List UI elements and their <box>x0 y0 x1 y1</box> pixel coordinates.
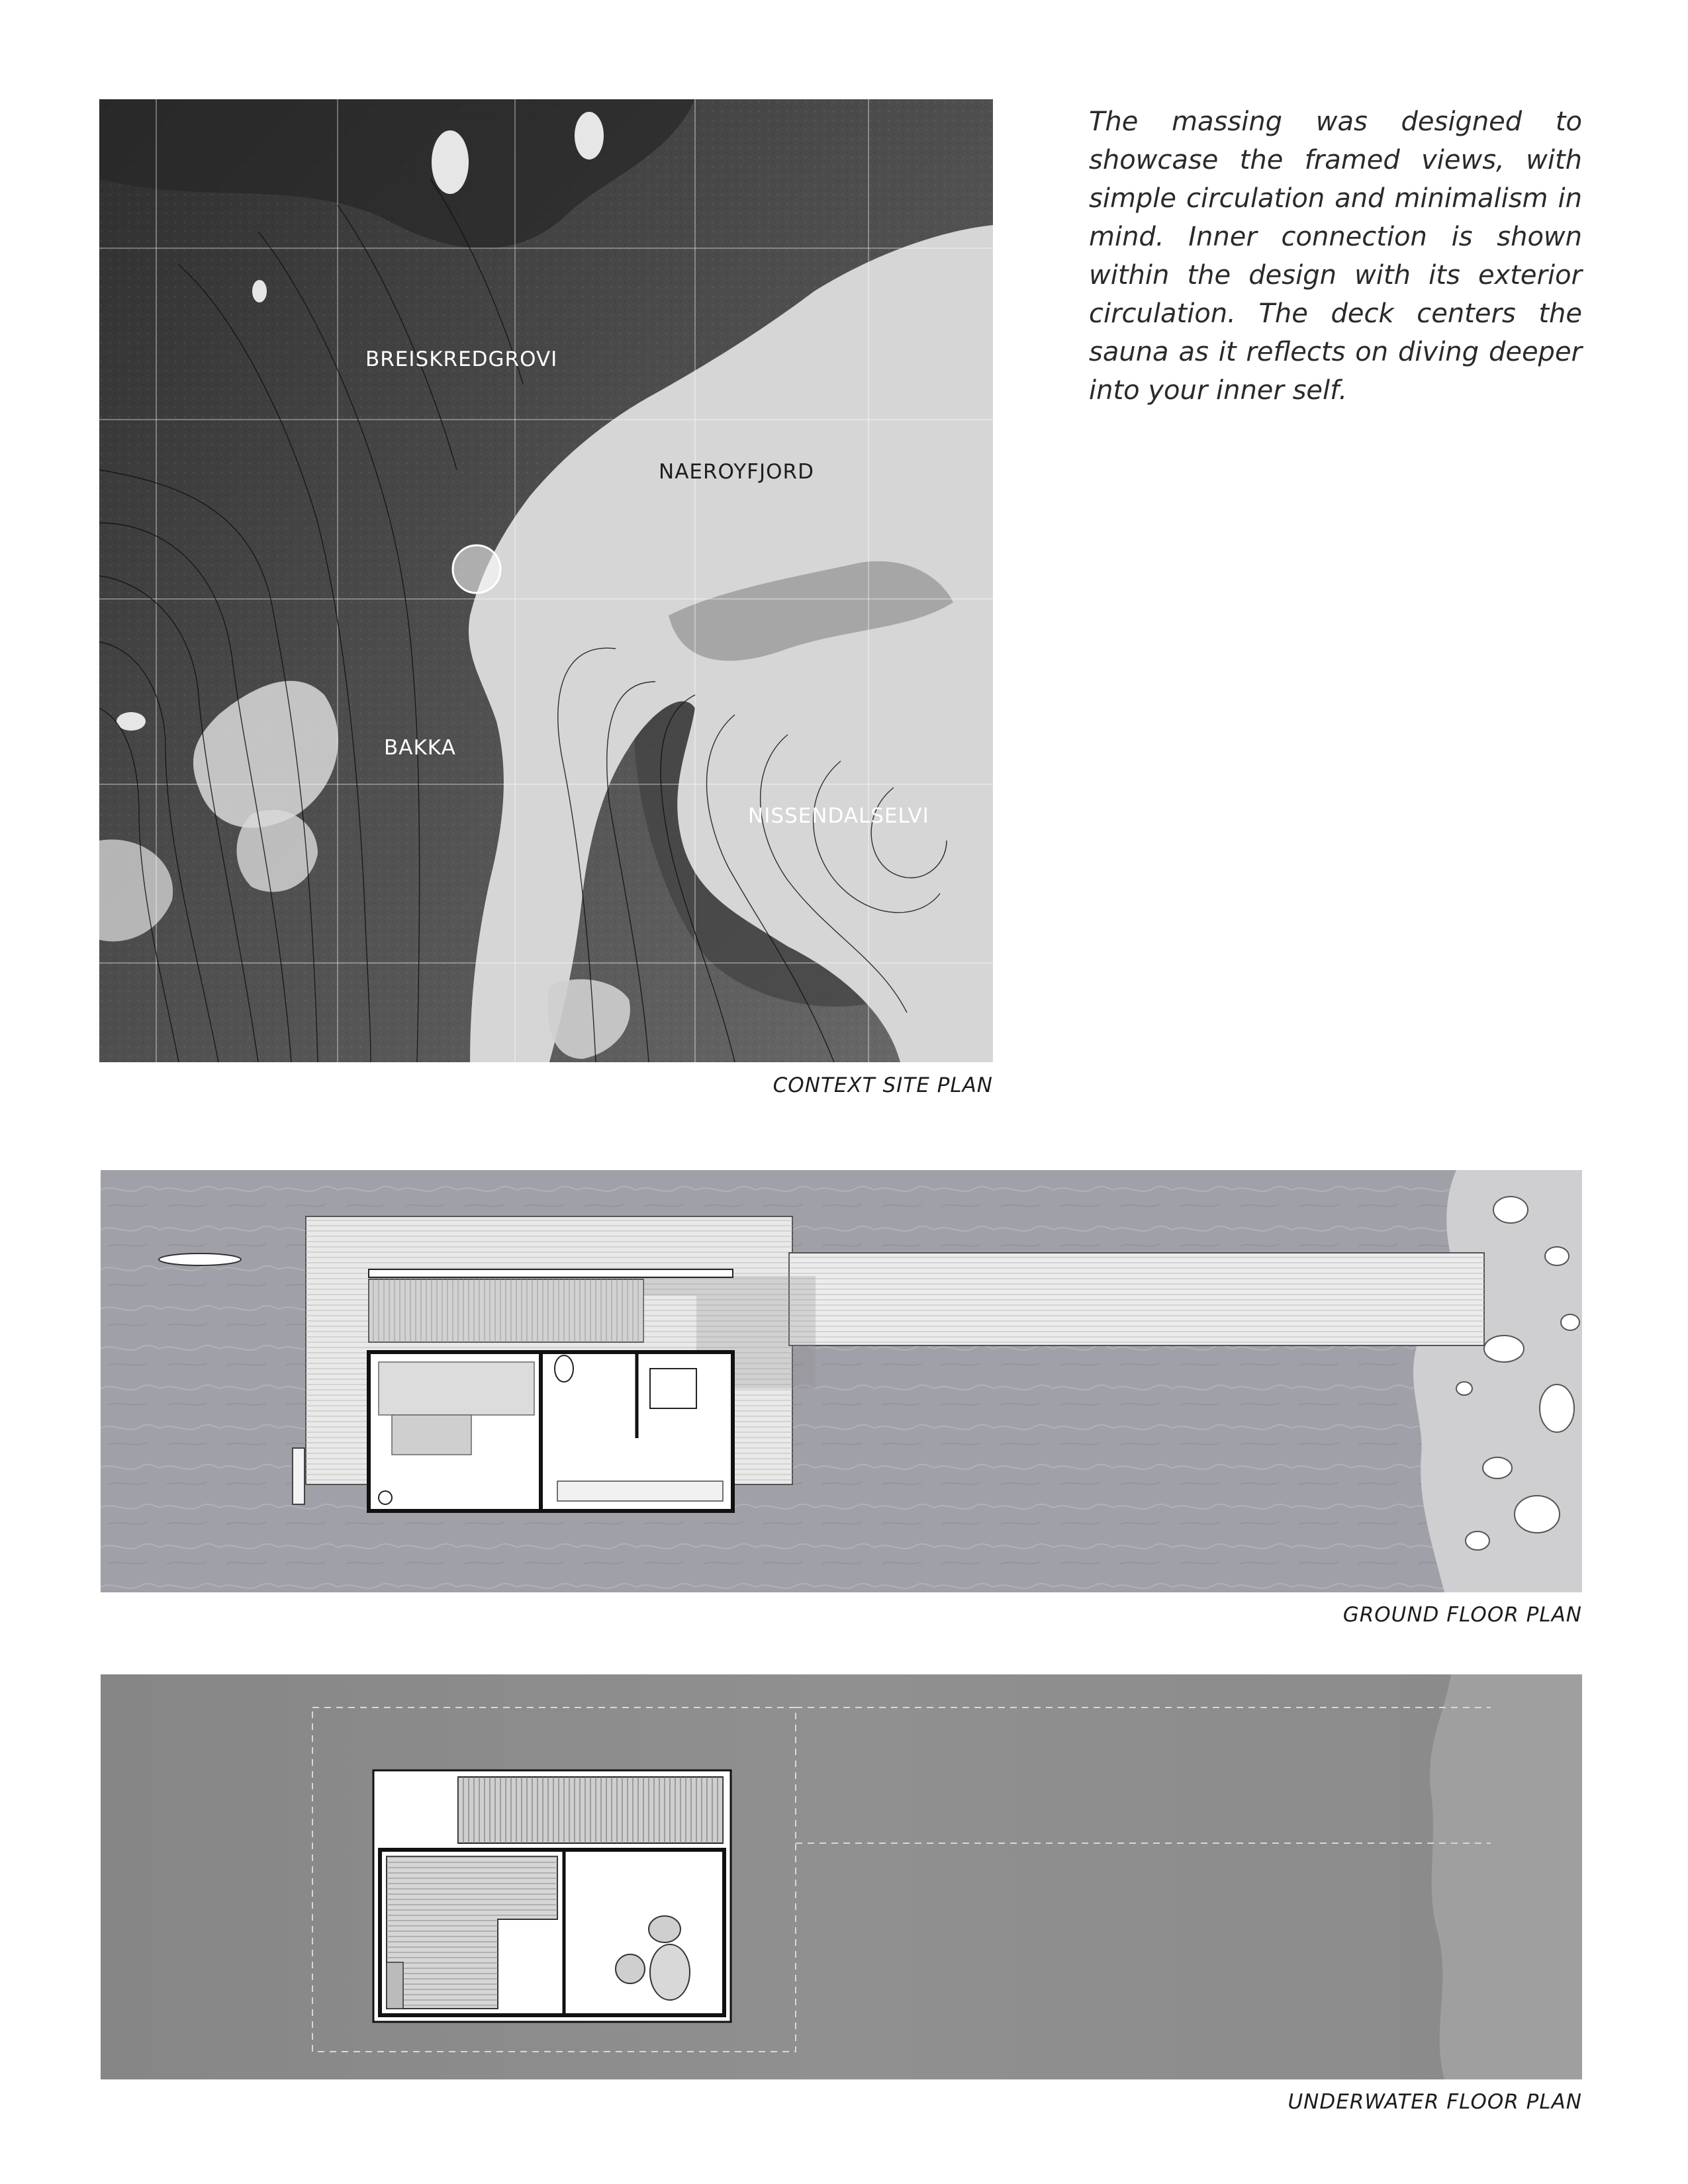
caption-underwater-floor-plan: UNDERWATER FLOOR PLAN <box>1288 2090 1582 2114</box>
ground-floor-graphic <box>101 1170 1582 1592</box>
design-description: The massing was designed to showcase the framed views, with simple circulation and minimalism in mind. Inner connection is shown within the design with its exterior circulation. The deck centers the sauna as it reflects on diving deeper into your inner self. <box>1089 107 1582 406</box>
label-naeroyfjord: NAEROYFJORD <box>659 460 814 484</box>
label-breiskredgrovi: BREISKREDGROVI <box>365 347 558 371</box>
roof-overhang <box>369 1269 733 1277</box>
site-location-marker <box>453 545 500 593</box>
sauna-bench <box>379 1362 534 1415</box>
lounge-seat <box>650 1944 690 2000</box>
caption-ground-floor-plan: GROUND FLOOR PLAN <box>1342 1603 1582 1627</box>
swimmer-figure <box>159 1253 241 1265</box>
caption-context-site-plan: CONTEXT SITE PLAN <box>773 1073 993 1097</box>
ground-floor-plan-drawing <box>101 1170 1582 1592</box>
context-site-plan-map <box>99 99 993 1062</box>
underwater-floor-graphic <box>101 1674 1582 2079</box>
site-map-graphic <box>99 99 993 1062</box>
toilet-icon <box>555 1355 573 1382</box>
kitchen-counter <box>557 1481 723 1501</box>
underwater-shore <box>1430 1674 1582 2079</box>
underwater-floor-plan-drawing <box>101 1674 1582 2079</box>
shower <box>650 1369 696 1408</box>
underwater-surface <box>101 1674 1582 2079</box>
label-nissendalselvi: NISSENDALSELVI <box>748 804 929 828</box>
label-bakka: BAKKA <box>384 736 456 760</box>
